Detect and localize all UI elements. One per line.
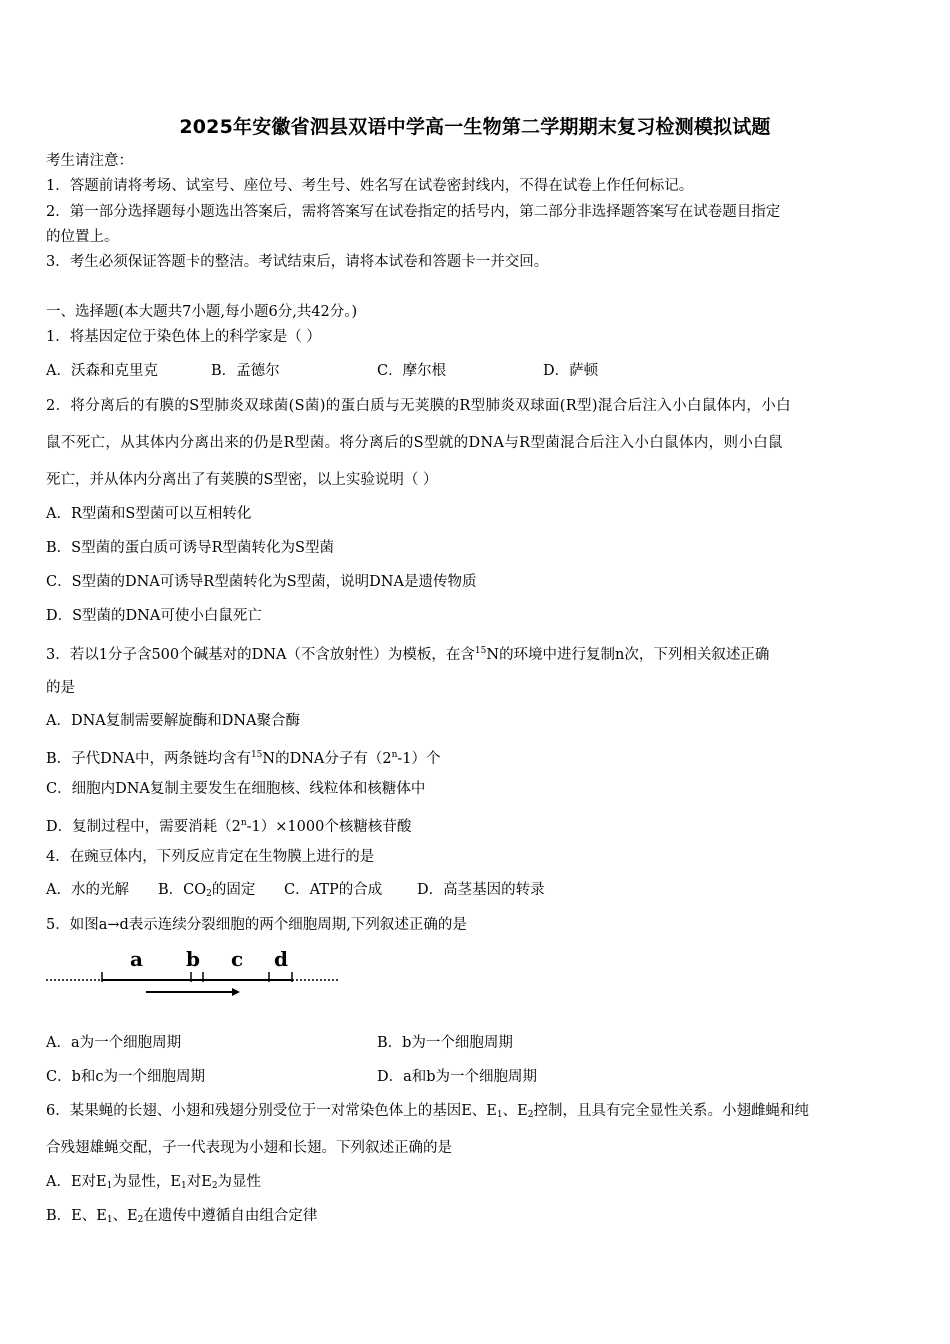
notice-heading: 考生请注意：	[46, 153, 133, 169]
question-4-stem: 4．在豌豆体内，下列反应肯定在生物膜上进行的是	[46, 849, 375, 865]
q4-option-c: C．ATP的合成	[284, 882, 383, 898]
question-3-stem: 的是	[46, 680, 75, 696]
question-2-stem: 鼠不死亡，从其体内分离出来的仍是R型菌。将分离后的S型就的DNA与R型菌混合后注入小白鼠体内，则小白鼠	[46, 435, 783, 451]
figure-arrow-head	[232, 988, 240, 996]
q3-option-c: C．细胞内DNA复制主要发生在细胞核、线粒体和核糖体中	[46, 781, 426, 797]
question-6-stem: 6．某果蝇的长翅、小翅和残翅分别受位于一对常染色体上的基因E、$E_1$、$E_2$控制，且具有完全显性关系。小翅雌蝇和纯	[46, 1103, 809, 1120]
q3-option-b: B．子代DNA中，两条链均含有$^{15}$N的DNA分子有（2$^n$-1）个	[46, 750, 441, 767]
q1-option-d: D．萨顿	[543, 363, 599, 379]
question-1-stem: 1．将基因定位于染色体上的科学家是（ ）	[46, 329, 321, 345]
q4-option-a: A．水的光解	[46, 882, 129, 898]
q6-option-b: B．E、$E_1$、$E_2$在遗传中遵循自由组合定律	[46, 1208, 318, 1225]
q3-option-a: A．DNA复制需要解旋酶和DNA聚合酶	[46, 713, 301, 729]
cell-cycle-figure	[46, 942, 346, 1002]
q1-option-a: A．沃森和克里克	[46, 363, 158, 379]
question-2-stem: 死亡，并从体内分离出了有荚膜的S型密，以上实验说明（ ）	[46, 472, 438, 488]
q2-option-d: D．S型菌的DNA可使小白鼠死亡	[46, 608, 262, 624]
page-title: 2025年安徽省泗县双语中学高一生物第二学期期末复习检测模拟试题	[179, 116, 771, 138]
notice-item: 3．考生必须保证答题卡的整洁。考试结束后，请将本试卷和答题卡一并交回。	[46, 254, 549, 270]
figure-label-c: c	[231, 947, 244, 971]
section-heading: 一、选择题(本大题共7小题,每小题6分,共42分。)	[46, 304, 358, 320]
q3-option-d: D．复制过程中，需要消耗$(2^n-1)\times 1000$个核糖核苷酸	[46, 818, 412, 835]
question-2-stem: 2．将分离后的有膜的S型肺炎双球菌(S菌)的蛋白质与无荚膜的R型肺炎双球面(R型)混合后注入小白鼠体内，小白	[46, 398, 791, 414]
q4-option-d: D．高茎基因的转录	[417, 882, 545, 898]
figure-label-b: b	[186, 947, 200, 971]
figure-label-a: a	[130, 947, 143, 971]
q1-option-c: C．摩尔根	[377, 363, 447, 379]
notice-item: 的位置上。	[46, 229, 119, 245]
q2-option-b: B．S型菌的蛋白质可诱导R型菌转化为S型菌	[46, 540, 334, 556]
q5-option-d: D．a和b为一个细胞周期	[377, 1069, 538, 1085]
q2-option-c: C．S型菌的DNA可诱导R型菌转化为S型菌，说明DNA是遗传物质	[46, 574, 477, 590]
question-3-stem: 3．若以1分子含500个碱基对的DNA（不含放射性）为模板，在含$^{15}$N的环境中进行复制n次，下列相关叙述正确	[46, 646, 770, 663]
q4-option-b: B．$CO_2$的固定	[158, 882, 256, 899]
notice-item: 2．第一部分选择题每小题选出答案后，需将答案写在试卷指定的括号内，第二部分非选择题答案写在试卷题目指定	[46, 204, 781, 220]
figure-label-d: d	[274, 947, 288, 971]
question-5-stem: 5．如图a→d表示连续分裂细胞的两个细胞周期,下列叙述正确的是	[46, 917, 467, 933]
q6-option-a: A．E对$E_1$为显性，$E_1$对$E_2$为显性	[46, 1174, 262, 1191]
notice-item: 1．答题前请将考场、试室号、座位号、考生号、姓名写在试卷密封线内，不得在试卷上作任何标记。	[46, 178, 694, 194]
q5-option-c: C．b和c为一个细胞周期	[46, 1069, 205, 1085]
q5-option-b: B．b为一个细胞周期	[377, 1035, 513, 1051]
q2-option-a: A．R型菌和S型菌可以互相转化	[46, 506, 252, 522]
q5-option-a: A．a为一个细胞周期	[46, 1035, 182, 1051]
q1-option-b: B．孟德尔	[211, 363, 280, 379]
question-6-stem: 合残翅雄蝇交配，子一代表现为小翅和长翅。下列叙述正确的是	[46, 1140, 452, 1156]
